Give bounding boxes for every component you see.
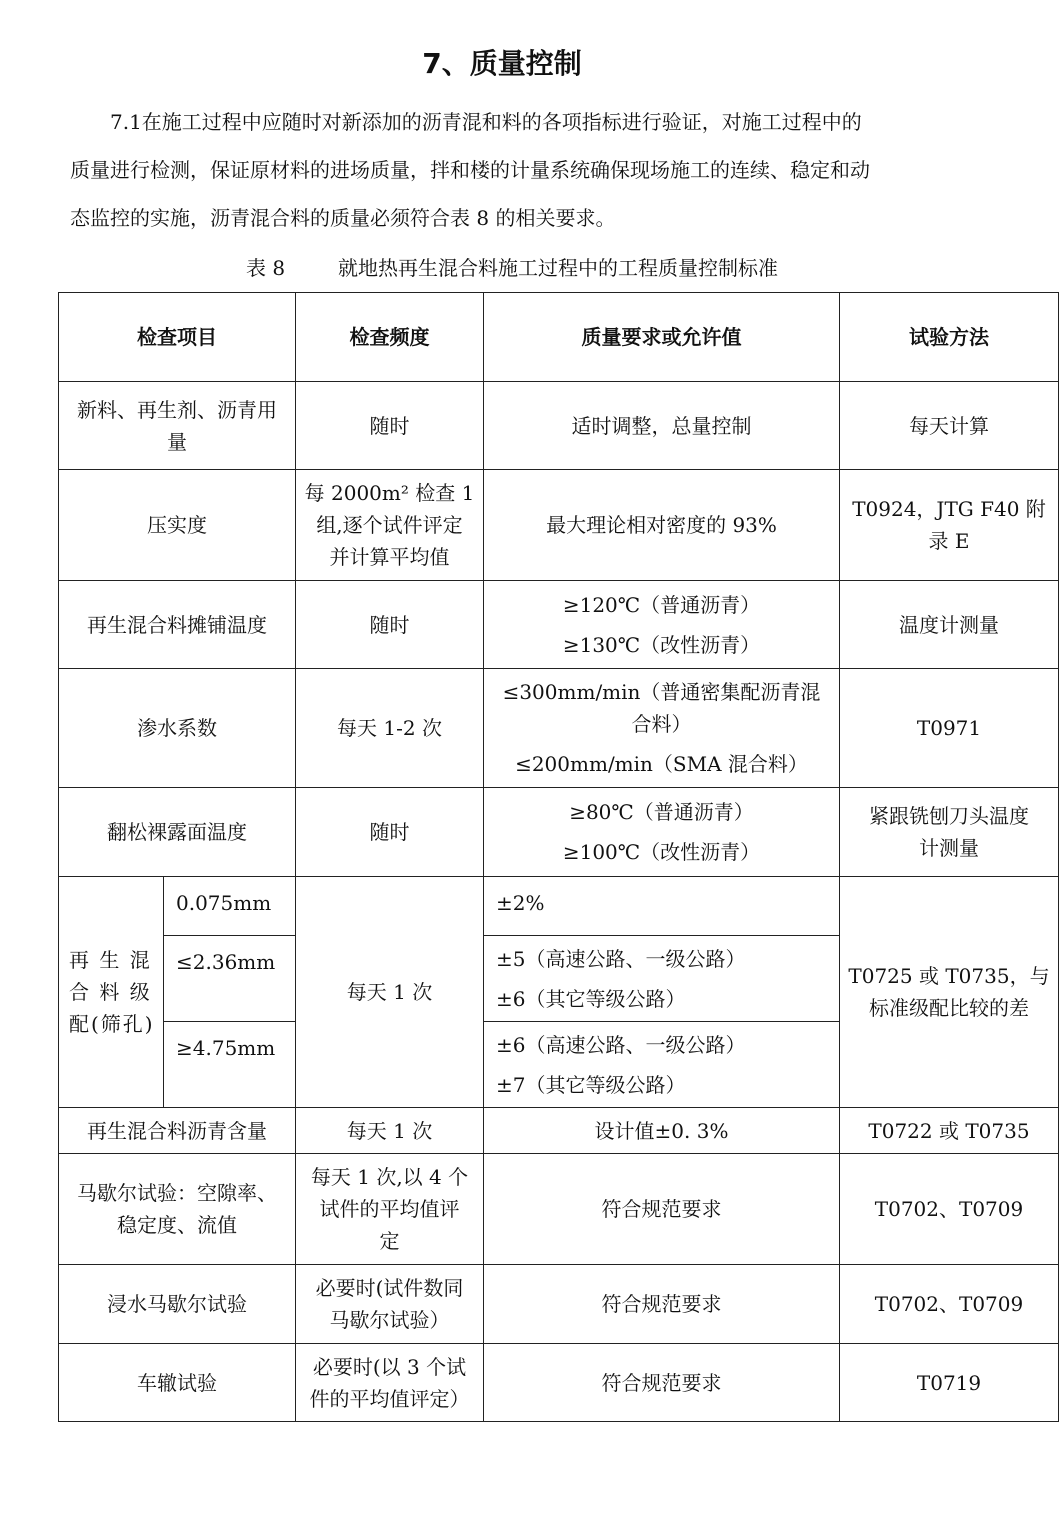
- cell-requirement-line: ±7（其它等级公路）: [496, 1072, 686, 1097]
- cell-requirement: [484, 1022, 840, 1108]
- cell-requirement-line: 设计值±0. 3%: [594, 1118, 729, 1143]
- cell-method: [840, 1265, 1059, 1344]
- body-paragraph: [70, 98, 940, 242]
- cell-method-line: T0924，JTG F40 附: [852, 497, 1046, 521]
- cell-frequency: [296, 1154, 484, 1265]
- gradation-row: [59, 877, 1059, 936]
- cell-method: [840, 1108, 1059, 1154]
- cell-item-line: 再生混合料摊铺温度: [87, 612, 267, 637]
- header-cell-frequency: 检查频度: [296, 293, 484, 382]
- cell-requirement: [484, 581, 840, 669]
- cell-requirement: [484, 877, 840, 936]
- cell-requirement-line: ≥80℃（普通沥青）: [569, 800, 754, 824]
- cell-requirement-line: 符合规范要求: [601, 1292, 722, 1316]
- table-row: [59, 1344, 1059, 1422]
- cell-frequency-line: 组,逐个试件评定: [316, 513, 463, 537]
- cell-requirement-line: ≥120℃（普通沥青）: [562, 592, 761, 617]
- header-cell-requirement: 质量要求或允许值: [484, 293, 840, 382]
- cell-frequency-line: 每天 1-2 次: [337, 716, 442, 740]
- cell-method-line: T0722 或 T0735: [868, 1118, 1030, 1143]
- cell-gradation-label-line: 再 生 混: [69, 948, 152, 972]
- cell-sieve-size: ≤2.36mm: [164, 936, 296, 1022]
- table-caption: [0, 253, 1004, 283]
- quality-control-table: [58, 292, 1059, 1422]
- cell-frequency: [296, 581, 484, 669]
- table-row: [59, 1154, 1059, 1265]
- cell-method: [840, 470, 1059, 581]
- paragraph-line: 质量进行检测，保证原材料的进场质量，拌和楼的计量系统确保现场施工的连续、稳定和动: [70, 158, 870, 182]
- table-row: [59, 1108, 1059, 1154]
- cell-frequency: 每天 1 次: [296, 877, 484, 1108]
- cell-requirement-line: ≥100℃（改性沥青）: [562, 840, 761, 864]
- cell-item-line: 翻松裸露面温度: [107, 820, 247, 844]
- cell-item-line: 渗水系数: [137, 716, 217, 740]
- table-caption-text: 就地热再生混合料施工过程中的工程质量控制标准: [338, 256, 778, 280]
- cell-item: [59, 669, 296, 788]
- cell-item: [59, 788, 296, 877]
- cell-item-line: 浸水马歇尔试验: [107, 1292, 247, 1316]
- cell-frequency-line: 随时: [369, 612, 410, 637]
- cell-item-line: 新料、再生剂、沥青用: [77, 397, 277, 422]
- cell-frequency-line: 必要时(试件数同: [315, 1276, 464, 1300]
- cell-requirement-line: ≤200mm/min（SMA 混合料）: [515, 752, 808, 776]
- cell-item-line: 马歇尔试验：空隙率、: [77, 1181, 277, 1205]
- cell-item: [59, 1344, 296, 1422]
- cell-requirement: [484, 936, 840, 1022]
- cell-method-line: T0702、T0709: [874, 1292, 1024, 1316]
- cell-frequency-line: 随时: [369, 820, 410, 844]
- cell-method-line: T0702、T0709: [874, 1197, 1024, 1221]
- cell-item: [59, 1265, 296, 1344]
- cell-requirement: [484, 382, 840, 470]
- cell-requirement-line: ≥130℃（改性沥青）: [562, 632, 761, 657]
- cell-requirement-line: 符合规范要求: [601, 1370, 722, 1395]
- cell-method-line: 计测量: [919, 836, 979, 860]
- cell-item-line: 再生混合料沥青含量: [87, 1118, 267, 1143]
- cell-frequency-line: 定: [379, 1229, 400, 1253]
- header-cell-method: 试验方法: [840, 293, 1059, 382]
- cell-method: [840, 581, 1059, 669]
- table-header-row: [59, 293, 1059, 382]
- cell-requirement-line: ±5（高速公路、一级公路）: [496, 946, 746, 971]
- cell-frequency-line: 必要时(以 3 个试: [312, 1354, 467, 1379]
- table-row: [59, 788, 1059, 877]
- cell-item-line: 量: [167, 429, 187, 454]
- cell-requirement-line: 适时调整，总量控制: [571, 413, 752, 438]
- section-heading: 7、质量控制: [422, 47, 582, 80]
- table-row: [59, 470, 1059, 581]
- cell-frequency: [296, 669, 484, 788]
- paragraph-line: 7.1在施工过程中应随时对新添加的沥青混和料的各项指标进行验证，对施工过程中的: [70, 110, 862, 134]
- cell-method: [840, 669, 1059, 788]
- table-row: [59, 382, 1059, 470]
- cell-requirement-line: ≤300mm/min（普通密集配沥青混: [502, 680, 821, 704]
- cell-gradation-label-line: 配(筛孔): [69, 1012, 155, 1036]
- cell-frequency: [296, 470, 484, 581]
- cell-method-line: T0971: [916, 716, 982, 740]
- cell-frequency: [296, 1344, 484, 1422]
- cell-frequency: [296, 1265, 484, 1344]
- cell-method-line: 标准级配比较的差: [869, 996, 1029, 1020]
- table-row: [59, 669, 1059, 788]
- cell-item-line: 车辙试验: [137, 1370, 217, 1395]
- cell-method-line: T0725 或 T0735，与: [848, 964, 1050, 988]
- cell-method: [840, 877, 1059, 1108]
- cell-item: [59, 382, 296, 470]
- cell-requirement: [484, 788, 840, 877]
- cell-item: [59, 1154, 296, 1265]
- quality-control-table-wrapper: [58, 292, 1050, 1422]
- header-cell-item: 检查项目: [59, 293, 296, 382]
- table-row: [59, 1265, 1059, 1344]
- cell-frequency-line: 试件的平均值评: [319, 1197, 460, 1221]
- cell-requirement-line: 符合规范要求: [601, 1197, 722, 1221]
- cell-sieve-size: 0.075mm: [164, 877, 296, 936]
- cell-method-line: 每天计算: [909, 413, 989, 438]
- cell-method: [840, 1154, 1059, 1265]
- cell-requirement-line: 合料）: [631, 712, 692, 736]
- cell-item-line: 压实度: [147, 513, 207, 537]
- paragraph-line: 态监控的实施，沥青混合料的质量必须符合表 8 的相关要求。: [70, 206, 616, 230]
- cell-frequency-line: 随时: [369, 413, 410, 438]
- cell-frequency: [296, 788, 484, 877]
- cell-method: [840, 1344, 1059, 1422]
- cell-frequency-line: 马歇尔试验）: [329, 1308, 450, 1332]
- cell-item: [59, 1108, 296, 1154]
- table-row: [59, 581, 1059, 669]
- cell-item: [59, 581, 296, 669]
- cell-sieve-size: ≥4.75mm: [164, 1022, 296, 1108]
- cell-frequency: [296, 382, 484, 470]
- cell-frequency-line: 并计算平均值: [329, 545, 450, 569]
- cell-method-line: 温度计测量: [899, 612, 999, 637]
- cell-frequency-line: 每天 1 次,以 4 个: [310, 1165, 469, 1189]
- cell-method-line: 紧跟铣刨刀头温度: [869, 804, 1029, 828]
- cell-requirement-line: ±2%: [496, 891, 545, 915]
- cell-method: [840, 788, 1059, 877]
- cell-frequency-line: 每天 1 次: [346, 1118, 433, 1143]
- cell-item-line: 稳定度、流值: [117, 1213, 237, 1237]
- cell-requirement-line: ±6（其它等级公路）: [496, 986, 686, 1011]
- cell-requirement: [484, 1154, 840, 1265]
- cell-requirement-line: 最大理论相对密度的 93%: [546, 513, 777, 537]
- cell-requirement-line: ±6（高速公路、一级公路）: [496, 1032, 746, 1057]
- cell-requirement: [484, 470, 840, 581]
- cell-requirement: [484, 1265, 840, 1344]
- cell-method: [840, 382, 1059, 470]
- cell-frequency-line: 每 2000m² 检查 1: [304, 481, 475, 505]
- cell-frequency: [296, 1108, 484, 1154]
- table-caption-number: 表 8: [246, 256, 286, 280]
- cell-gradation-label: [59, 877, 164, 1108]
- cell-method-line: T0719: [916, 1370, 982, 1395]
- cell-requirement: [484, 1108, 840, 1154]
- cell-item: [59, 470, 296, 581]
- cell-frequency-line: 件的平均值评定）: [309, 1386, 470, 1411]
- cell-requirement: [484, 669, 840, 788]
- cell-gradation-label-line: 合 料 级: [69, 980, 152, 1004]
- cell-method-line: 录 E: [928, 529, 970, 553]
- cell-requirement: [484, 1344, 840, 1422]
